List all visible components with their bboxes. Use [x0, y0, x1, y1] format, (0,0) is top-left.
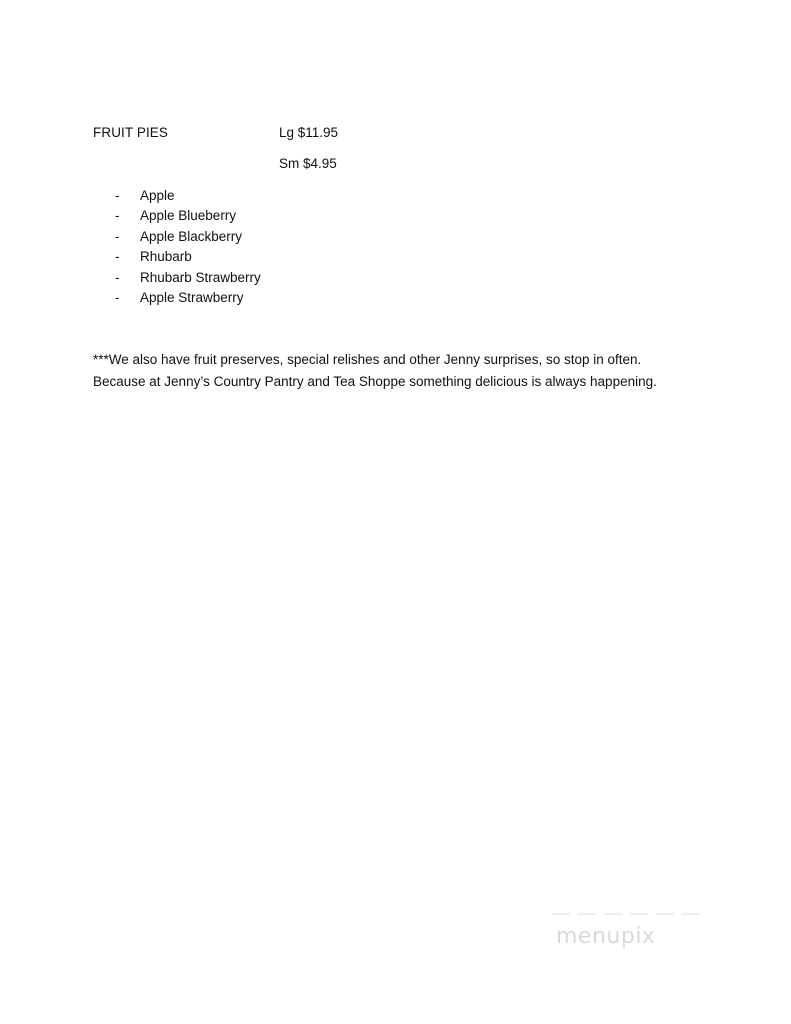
pie-list: [115, 186, 261, 308]
list-item: [115, 288, 261, 308]
list-item: [115, 247, 261, 267]
note-line-1: ***We also have fruit preserves, special relishes and other Jenny surprises, so stop in often.: [93, 352, 642, 367]
list-item: [115, 268, 261, 288]
pie-name: Rhubarb Strawberry: [140, 269, 261, 285]
watermark-decoration: [552, 913, 708, 915]
pie-name: Apple Blueberry: [140, 208, 237, 224]
closing-note: [93, 349, 733, 393]
price-large: Lg $11.95: [279, 125, 339, 140]
bullet-dash: -: [115, 228, 120, 244]
bullet-dash: -: [115, 289, 120, 305]
pie-name: Apple Strawberry: [140, 289, 244, 305]
pie-name: Rhubarb: [140, 249, 192, 265]
section-title: FRUIT PIES: [93, 125, 169, 140]
pie-name: Apple Blackberry: [140, 228, 243, 244]
bullet-dash: -: [115, 208, 120, 224]
bullet-dash: -: [115, 249, 120, 265]
price-small: Sm $4.95: [279, 156, 337, 171]
pie-name: Apple: [140, 188, 175, 203]
bullet-dash: -: [115, 188, 120, 203]
menupix-watermark: menupix: [556, 924, 656, 949]
bullet-dash: -: [115, 269, 120, 285]
list-item: [115, 227, 261, 247]
list-item: [115, 206, 261, 226]
list-item: [115, 186, 261, 206]
note-line-2: Because at Jenny’s Country Pantry and Tea Shoppe something delicious is always happening.: [93, 374, 657, 389]
